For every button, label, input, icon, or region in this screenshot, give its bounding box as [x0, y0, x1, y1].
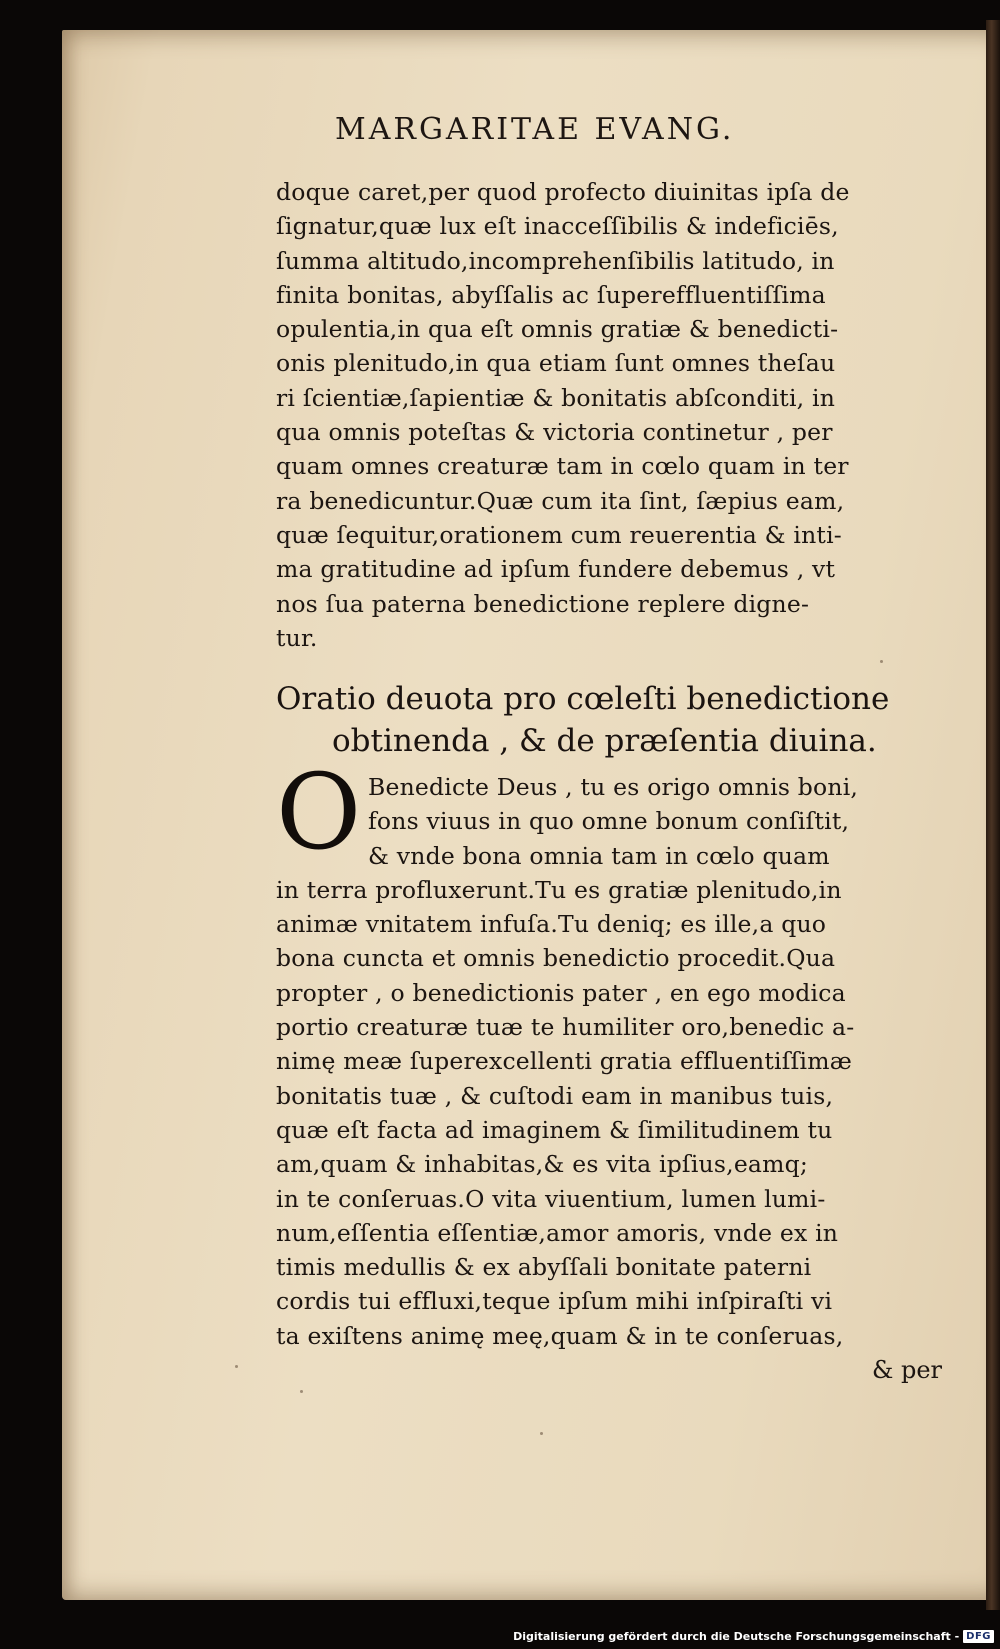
- dfg-logo-icon: DFG: [963, 1630, 994, 1643]
- text-line: ra benedicuntur.Quæ cum ita ſint, ſæpius eam,: [276, 486, 845, 515]
- text-line: num,eſſentia eſſentiæ,amor amoris, vnde ex in: [276, 1218, 839, 1247]
- paper-speck: [880, 660, 883, 663]
- text-line: am,quam & inhabitas,& es vita ipſius,eamq;: [276, 1150, 808, 1179]
- text-line: fons viuus in quo omne bonum conſiſtit,: [368, 807, 850, 836]
- text-line: timis medullis & ex abyſſali bonitate paterni: [276, 1253, 812, 1282]
- text-line: in te conſeruas.O vita viuentium, lumen lumi-: [276, 1184, 826, 1213]
- paper-speck: [300, 1390, 303, 1393]
- text-line: ſumma altitudo,incomprehenſibilis latitudo, in: [276, 246, 835, 275]
- text-line: propter , o benedictionis pater , en ego modica: [276, 978, 846, 1007]
- digitization-credit: [513, 1627, 994, 1645]
- text-line: ri ſcientiæ,ſapientiæ & bonitatis abſconditi, in: [276, 383, 836, 412]
- text-line: qua omnis poteſtas & victoria continetur , per: [276, 418, 833, 447]
- text-line: bonitatis tuæ , & cuſtodi eam in manibus tuis,: [276, 1081, 834, 1110]
- text-line: opulentia,in qua eſt omnis gratiæ & benedicti-: [276, 315, 839, 344]
- text-line: onis plenitudo,in qua etiam ſunt omnes theſau: [276, 349, 836, 378]
- page-edge: [986, 20, 1000, 1610]
- body-text: [276, 175, 956, 655]
- credit-text: Digitalisierung gefördert durch die Deutsche Forschungsgemeinschaft -: [513, 1629, 960, 1643]
- text-line: animæ vnitatem infuſa.Tu deniq; es ille,a quo: [276, 910, 827, 939]
- text-line: portio creaturæ tuæ te humiliter oro,benedic a-: [276, 1013, 855, 1042]
- heading-line-1: Oratio deuota pro cœleſti benedictione: [276, 681, 890, 717]
- text-line: ſignatur,quæ lux eſt inacceſſibilis & indeficiēs,: [276, 212, 839, 241]
- text-line: Benedicte Deus , tu es origo omnis boni,: [368, 773, 859, 801]
- text-line: quæ ſequitur,orationem cum reuerentia & inti-: [276, 520, 842, 549]
- text-line: cordis tui effluxi,teque ipſum mihi inſpiraſti vi: [276, 1287, 833, 1316]
- text-line: in terra profluxerunt.Tu es gratiæ plenitudo,in: [276, 875, 842, 904]
- text-line: ta exiſtens animę meę,quam & in te conſeruas,: [276, 1321, 844, 1350]
- section-heading: [276, 678, 956, 762]
- text-line: doque caret,per quod profecto diuinitas ipſa de: [276, 178, 850, 206]
- text-line: finita bonitas, abyſſalis ac ſupereffluentiſſima: [276, 280, 826, 309]
- text-line: & vnde bona omnia tam in cœlo quam: [368, 841, 830, 870]
- text-line: tur.: [276, 623, 318, 652]
- text-line: quæ eſt facta ad imaginem & ſimilitudinem tu: [276, 1115, 833, 1144]
- drop-cap-initial: O: [276, 751, 362, 873]
- catchword: & per: [872, 1356, 943, 1384]
- heading-line-2: obtinenda , & de præſentia diuina.: [332, 723, 877, 759]
- running-head: MARGARITAE EVANG.: [335, 112, 735, 147]
- text-line: quam omnes creaturæ tam in cœlo quam in ter: [276, 452, 849, 481]
- text-line: nos ſua paterna benedictione replere digne-: [276, 589, 810, 618]
- prayer-text: [276, 770, 956, 1353]
- paper-speck: [540, 1432, 543, 1435]
- paper-speck: [235, 1365, 238, 1368]
- text-line: bona cuncta et omnis benedictio procedit.Qua: [276, 944, 836, 973]
- text-line: ma gratitudine ad ipſum fundere debemus , vt: [276, 555, 836, 584]
- text-line: nimę meæ ſuperexcellenti gratia effluentiſſimæ: [276, 1047, 852, 1076]
